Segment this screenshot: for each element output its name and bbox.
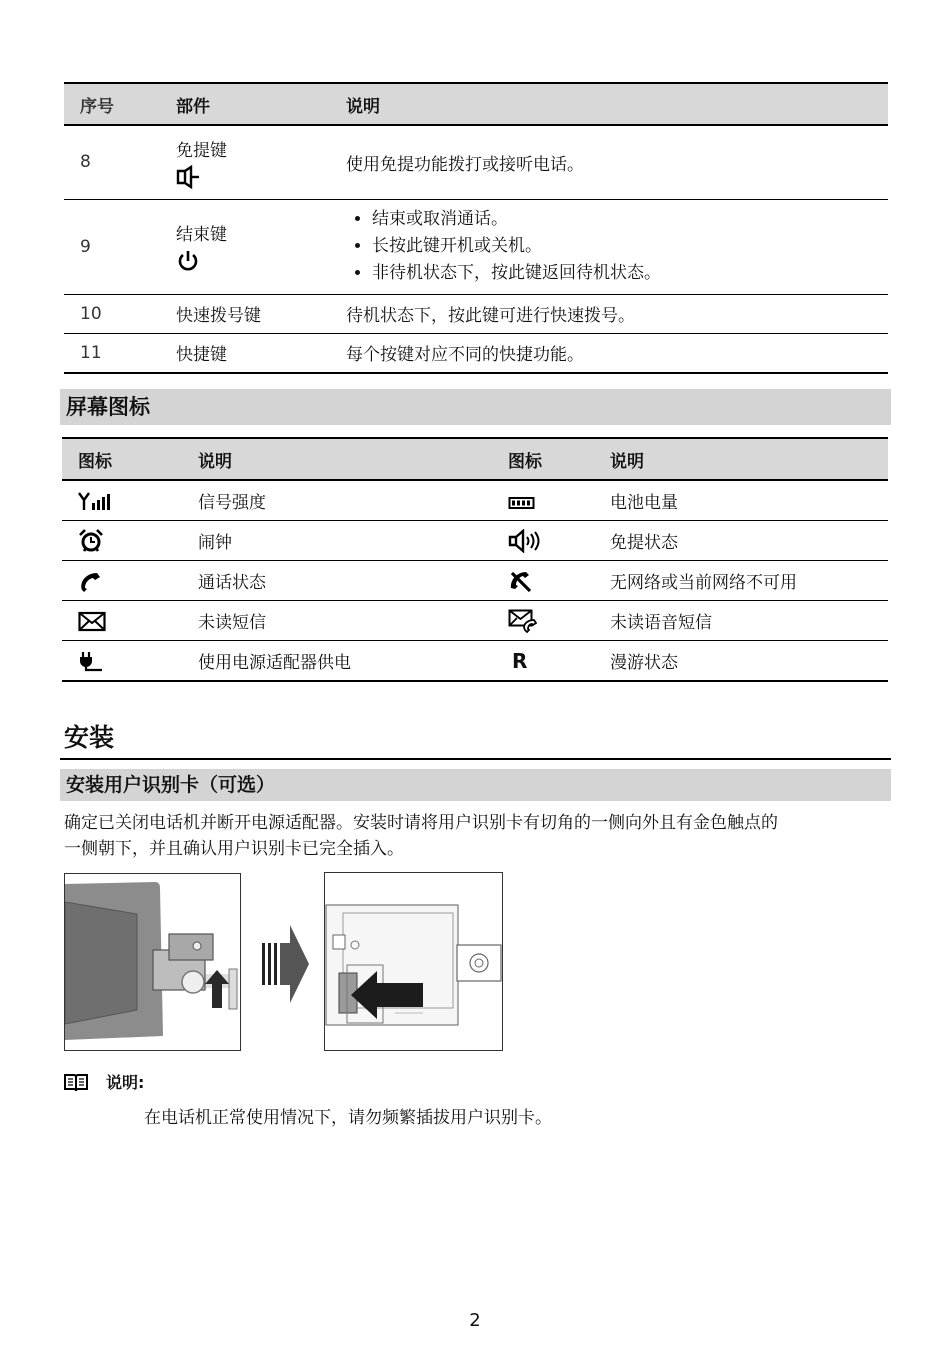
power-key-icon xyxy=(176,249,200,273)
list-item: • 长按此键开机或关机。 xyxy=(372,233,888,260)
table-row xyxy=(64,125,888,199)
header-icon: 图标 xyxy=(492,438,594,480)
header-icon: 图标 xyxy=(62,438,182,480)
signal-strength-icon xyxy=(78,491,112,511)
icons-table-header xyxy=(62,438,888,480)
paragraph-line: 一侧朝下，并且确认用户识别卡已完全插入。 xyxy=(64,839,404,859)
list-item: • 非待机状态下，按此键返回待机状态。 xyxy=(372,260,888,287)
envelope-icon xyxy=(78,610,106,632)
table-row xyxy=(64,333,888,373)
icon-description: 信号强度 xyxy=(182,480,492,521)
icon-description: 未读短信 xyxy=(182,601,492,641)
part-label: 结束键 xyxy=(176,225,227,245)
icon-description: 无网络或当前网络不可用 xyxy=(594,561,888,601)
table-row xyxy=(62,480,888,521)
roaming-icon: R xyxy=(512,648,528,673)
screen-icons-table xyxy=(62,437,888,682)
icon-description: 免提状态 xyxy=(594,521,888,561)
icon-description: 漫游状态 xyxy=(594,641,888,682)
keys-table xyxy=(64,82,888,374)
header-description: 说明 xyxy=(594,438,888,480)
part-label: 免提键 xyxy=(176,140,227,161)
phone-card-drawing xyxy=(65,874,240,1050)
row-description: 待机状态下，按此键可进行快速拨号。 xyxy=(330,294,888,333)
page-number: 2 xyxy=(469,1310,481,1331)
power-plug-icon xyxy=(78,650,104,672)
icon-description: 通话状态 xyxy=(182,561,492,601)
heading-rule xyxy=(60,758,891,760)
no-network-icon xyxy=(508,569,534,593)
table-row xyxy=(62,641,888,682)
table-row xyxy=(62,521,888,561)
row-part xyxy=(160,125,330,199)
row-description xyxy=(330,199,888,294)
row-number: 10 xyxy=(64,294,160,333)
table-row xyxy=(62,561,888,601)
header-part: 部件 xyxy=(160,83,330,125)
icon-description: 闹钟 xyxy=(182,521,492,561)
book-icon xyxy=(64,1073,88,1091)
row-number: 9 xyxy=(64,199,160,294)
battery-icon xyxy=(508,491,536,511)
note-body: 在电话机正常使用情况下，请勿频繁插拔用户识别卡。 xyxy=(144,1108,552,1128)
speaker-icon xyxy=(508,529,540,553)
bullet-list xyxy=(346,206,888,287)
section-heading-install: 安装 xyxy=(64,723,115,752)
row-number: 8 xyxy=(64,125,160,199)
list-item: • 结束或取消通话。 xyxy=(372,206,888,233)
sim-insert-illustration-2 xyxy=(324,872,503,1051)
alarm-clock-icon xyxy=(78,529,104,553)
note-label: 说明: xyxy=(106,1073,145,1092)
icon-description: 未读语音短信 xyxy=(594,601,888,641)
sim-insert-illustration-1 xyxy=(64,873,241,1051)
voice-message-icon xyxy=(508,609,538,633)
keys-table-header xyxy=(64,83,888,125)
row-description: 每个按键对应不同的快捷功能。 xyxy=(330,333,888,373)
row-part: 快速拨号键 xyxy=(160,294,330,333)
row-part xyxy=(160,199,330,294)
row-description: 使用免提功能拨打或接听电话。 xyxy=(330,125,888,199)
table-row xyxy=(64,294,888,333)
table-row xyxy=(62,601,888,641)
icon-description: 使用电源适配器供电 xyxy=(182,641,492,682)
row-part: 快捷键 xyxy=(160,333,330,373)
speakerphone-key-icon xyxy=(176,165,202,189)
next-step-arrow-icon xyxy=(262,925,310,1007)
handset-icon xyxy=(78,570,102,592)
header-description: 说明 xyxy=(330,83,888,125)
paragraph-line: 确定已关闭电话机并断开电源适配器。安装时请将用户识别卡有切角的一侧向外且有金色触点的 xyxy=(64,813,778,833)
row-number: 11 xyxy=(64,333,160,373)
section-title-screen-icons: 屏幕图标 xyxy=(60,389,891,425)
table-row xyxy=(64,199,888,294)
note-title xyxy=(64,1070,144,1093)
icon-description: 电池电量 xyxy=(594,480,888,521)
subsection-title-sim-install: 安装用户识别卡（可选） xyxy=(60,769,891,801)
card-slot-drawing xyxy=(325,873,502,1050)
header-description: 说明 xyxy=(182,438,492,480)
install-paragraph xyxy=(64,810,890,862)
header-number: 序号 xyxy=(64,83,160,125)
